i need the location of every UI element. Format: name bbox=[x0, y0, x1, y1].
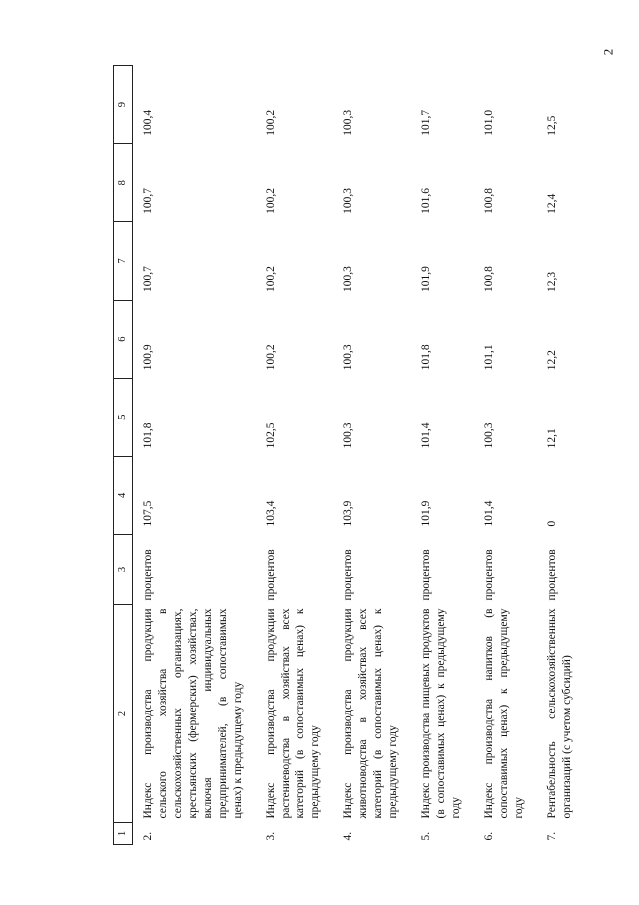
value-cell: 101,4 bbox=[420, 422, 433, 449]
value-cell: 100,7 bbox=[142, 188, 154, 214]
value-cell: 101,7 bbox=[420, 109, 433, 136]
row-number: 6. bbox=[482, 831, 495, 841]
value-cell: 100,3 bbox=[342, 344, 355, 371]
indicator-name: Индекс производства продукции животноводства в хозяйствах всех категорий (в сопоставимых ценах) к предыдущему году bbox=[342, 608, 400, 819]
unit-cell: процентов bbox=[420, 549, 433, 601]
indicator-name: Рентабельность сельскохозяйственных организаций (с учетом субсидий) bbox=[545, 608, 573, 819]
value-cell: 12,1 bbox=[545, 428, 558, 449]
table-row bbox=[256, 66, 334, 845]
table-header-row bbox=[114, 66, 133, 845]
value-cell: 100,3 bbox=[342, 109, 355, 136]
value-cell: 100,2 bbox=[264, 344, 277, 371]
column-header: 2 bbox=[114, 605, 133, 823]
table-row bbox=[411, 66, 474, 845]
value-cell: 100,8 bbox=[482, 188, 495, 214]
value-cell: 101,9 bbox=[420, 500, 433, 527]
indicators-table bbox=[113, 65, 585, 845]
indicator-name: Индекс производства продукции растениеводства в хозяйствах всех категорий (в сопоставимых ценах) к предыдущему году bbox=[264, 608, 322, 819]
column-header: 1 bbox=[114, 823, 133, 845]
value-cell: 100,2 bbox=[264, 188, 277, 214]
value-cell: 12,2 bbox=[545, 350, 558, 371]
value-cell: 100,2 bbox=[264, 266, 277, 293]
value-cell: 100,4 bbox=[142, 109, 154, 136]
column-header: 5 bbox=[114, 378, 133, 456]
value-cell: 100,2 bbox=[264, 109, 277, 136]
value-cell: 101,1 bbox=[482, 344, 495, 371]
unit-cell: процентов bbox=[482, 549, 495, 601]
unit-cell: процентов bbox=[342, 549, 355, 601]
value-cell: 100,3 bbox=[342, 422, 355, 449]
value-cell: 103,4 bbox=[264, 500, 277, 527]
value-cell: 101,9 bbox=[420, 266, 433, 293]
unit-cell: процентов bbox=[264, 549, 277, 601]
table-row bbox=[474, 66, 537, 845]
column-header: 8 bbox=[114, 144, 133, 222]
value-cell: 100,3 bbox=[482, 422, 495, 449]
table-row bbox=[537, 66, 585, 845]
value-cell: 107,5 bbox=[142, 500, 154, 527]
value-cell: 100,7 bbox=[142, 266, 154, 293]
value-cell: 100,9 bbox=[142, 344, 154, 371]
column-header: 3 bbox=[114, 535, 133, 605]
unit-cell: процентов bbox=[545, 549, 558, 601]
value-cell: 101,0 bbox=[482, 109, 495, 136]
value-cell: 100,3 bbox=[342, 266, 355, 293]
row-number: 5. bbox=[420, 831, 433, 841]
indicator-name: Индекс производства пищевых продуктов (в сопоставимых ценах) к предыдущему году bbox=[420, 608, 462, 819]
value-cell: 100,8 bbox=[482, 266, 495, 293]
page-number: 2 bbox=[599, 48, 615, 56]
row-number: 3. bbox=[264, 831, 277, 841]
value-cell: 100,3 bbox=[342, 188, 355, 214]
value-cell: 101,8 bbox=[420, 344, 433, 371]
value-cell: 0 bbox=[545, 520, 558, 527]
row-number: 2. bbox=[142, 831, 154, 841]
value-cell: 101,4 bbox=[482, 500, 495, 527]
column-header: 4 bbox=[114, 456, 133, 534]
value-cell: 102,5 bbox=[264, 422, 277, 449]
column-header: 7 bbox=[114, 222, 133, 300]
column-header: 6 bbox=[114, 300, 133, 378]
unit-cell: процентов bbox=[142, 549, 154, 601]
value-cell: 12,3 bbox=[545, 271, 558, 293]
row-number: 7. bbox=[545, 831, 558, 841]
table-row bbox=[333, 66, 411, 845]
row-number: 4. bbox=[342, 831, 355, 841]
value-cell: 12,5 bbox=[545, 115, 558, 136]
rotated-table-container bbox=[113, 65, 593, 845]
table-row bbox=[133, 66, 256, 845]
value-cell: 101,8 bbox=[142, 422, 154, 449]
value-cell: 103,9 bbox=[342, 500, 355, 527]
column-header: 9 bbox=[114, 66, 133, 144]
indicator-name: Индекс производства продукции сельского хозяйства в сельскохозяйственных организациях, крестьянских (фермерских) хозяйствах, включая индивидуальных предпринимателей, (в сопоставимых ценах) к предыдущему году bbox=[142, 608, 244, 819]
value-cell: 12,4 bbox=[545, 193, 558, 214]
value-cell: 101,6 bbox=[420, 188, 433, 214]
indicator-name: Индекс производства напитков (в сопоставимых ценах) к предыдущему году bbox=[482, 608, 525, 819]
